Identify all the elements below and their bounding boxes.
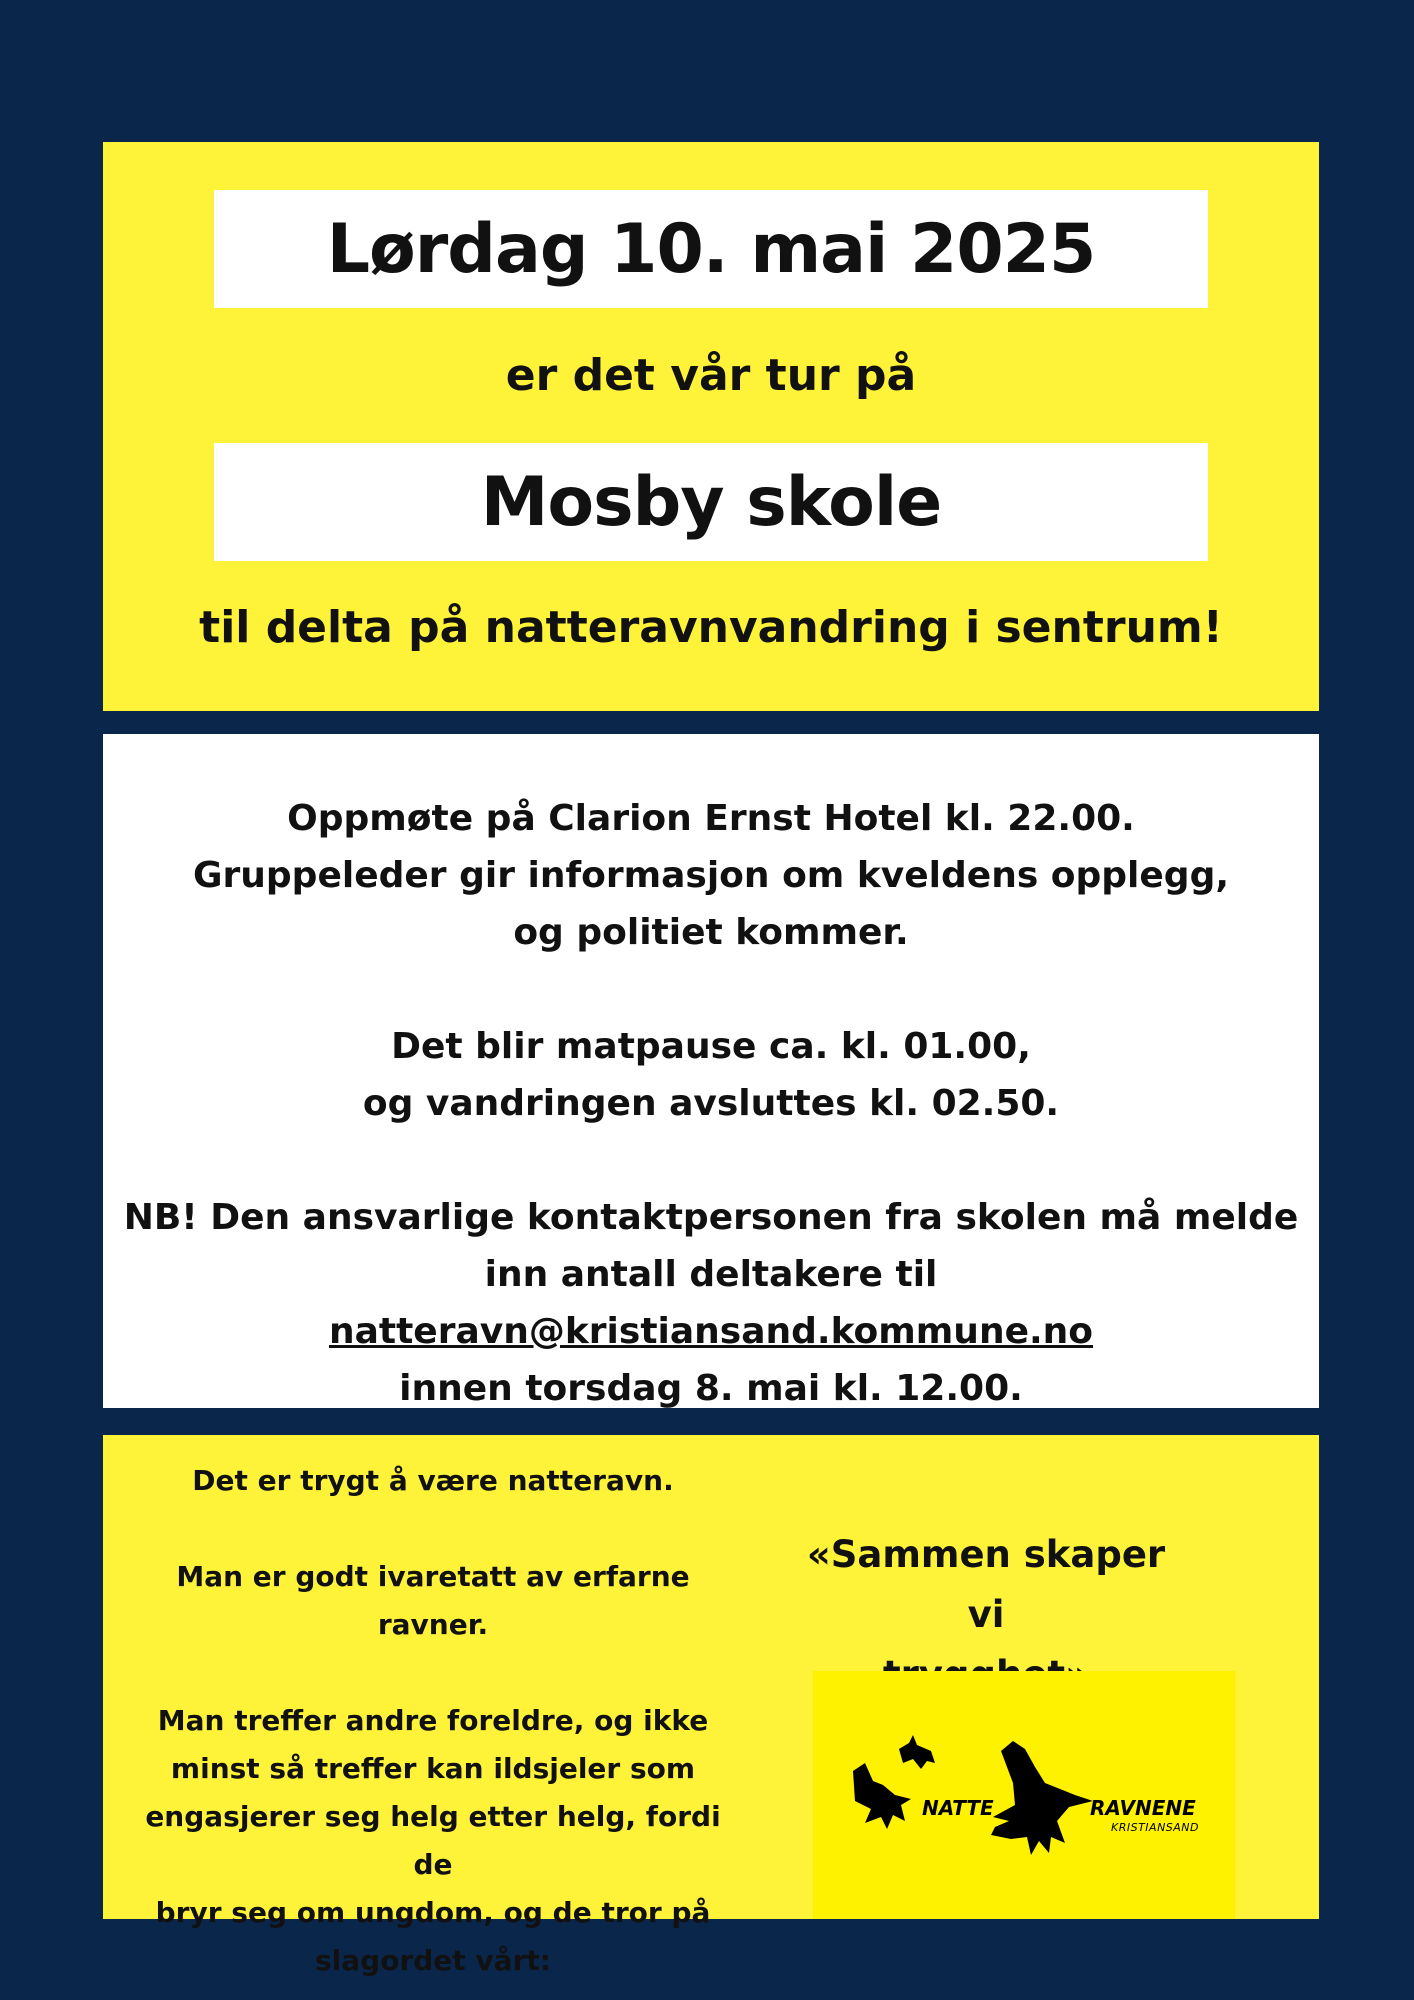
info-text: [103, 790, 1319, 1417]
natteravnene-logo: [813, 1671, 1235, 1919]
event-header-panel: [103, 142, 1319, 711]
meeting-line: Gruppeleder gir informasjon om kveldens opplegg,: [192, 855, 1230, 896]
raven-birds-icon: [813, 1671, 1235, 1919]
meeting-line: Oppmøte på Clarion Ernst Hotel kl. 22.00.: [287, 798, 1135, 839]
community-paragraph: [133, 1697, 733, 1985]
schedule-line: og vandringen avsluttes kl. 02.50.: [362, 1083, 1060, 1124]
meeting-paragraph: [103, 790, 1319, 961]
community-line: engasjerer seg helg etter helg, fordi de: [145, 1800, 721, 1881]
slogan-line: «Sammen skaper vi: [806, 1533, 1166, 1636]
community-line: Man treffer andre foreldre, og ikke: [157, 1704, 709, 1737]
community-line: minst så treffer kan ildsjeler som: [170, 1752, 696, 1785]
notice-line: NB! Den ansvarlige kontaktpersonen fra skolen må melde: [123, 1197, 1299, 1238]
logo-word-natte: NATTE: [922, 1796, 994, 1820]
meeting-line: og politiet kommer.: [513, 912, 909, 953]
logo-word-ravnene: RAVNENE: [1090, 1796, 1196, 1820]
community-line: slagordet vårt:: [315, 1944, 551, 1977]
schedule-line: Det blir matpause ca. kl. 01.00,: [391, 1026, 1031, 1067]
schedule-paragraph: [103, 1018, 1319, 1132]
intro-text: er det vår tur på: [505, 350, 917, 401]
safety-text: Det er trygt å være natteravn.: [192, 1464, 674, 1497]
notice-paragraph: [103, 1189, 1319, 1417]
school-name: Mosby skole: [214, 443, 1208, 561]
info-panel: [103, 734, 1319, 1408]
email-link[interactable]: natteravn@kristiansand.kommune.no: [328, 1311, 1094, 1352]
notice-prefix: inn antall deltakere til: [484, 1254, 938, 1295]
footer-panel: [103, 1435, 1319, 1977]
invitation-text: til delta på natteravnvandring i sentrum!: [199, 602, 1223, 653]
community-line: bryr seg om ungdom, og de tror på: [155, 1896, 711, 1929]
notice-deadline: innen torsdag 8. mai kl. 12.00.: [399, 1368, 1023, 1409]
footer-text: [133, 1457, 733, 1985]
event-date: Lørdag 10. mai 2025: [214, 190, 1208, 308]
logo-city: KRISTIANSAND: [1111, 1821, 1200, 1834]
care-text: Man er godt ivaretatt av erfarne ravner.: [176, 1560, 690, 1641]
